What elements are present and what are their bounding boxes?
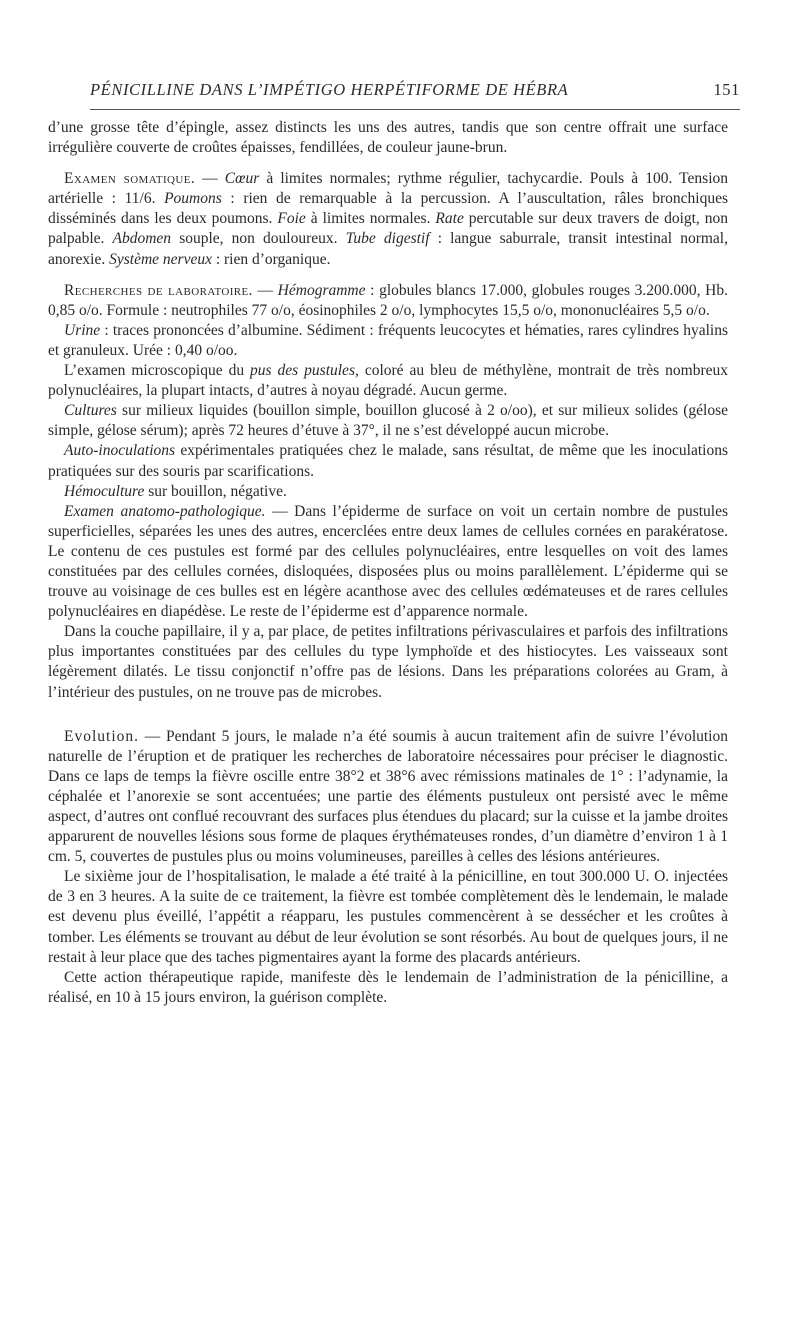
paragraph-anatomo-pathologique: Examen anatomo-pathologique. — Dans l’épiderme de surface on voit un certain nombre de pustules superficielles, séparées les unes des autres, encerclées entre deux lames de cellules cornées en parakératose. Le contenu de ces pustules est formé par des cellules polynucléaires, entre lesquelles on voit des lames constituées par des cellules cornées, disloquées, disposées plus ou moins parallèlement. L’épiderme qui se trouve au voisinage de ces bulles est en légère acanthose avec des cellules œdémateuses et de rares cellules polynucléaires en diapédèse. Le reste de l’épiderme est d’apparence normale.	[48, 502, 729, 621]
paragraph-examen-somatique: Examen somatique. — Cœur à limites normales; rythme régulier, tachycardie. Pouls à 100. Tension artérielle : 11/6. Poumons : rien de remarquable à la percussion. A l’auscultation, râles bronchiques disséminés dans les deux poumons. Foie à limites normales. Rate percutable sur deux travers de doigt, non palpable. Abdomen souple, non douloureux. Tube digestif : langue saburrale, transit intestinal normal, anorexie. Système nerveux : rien d’organique.	[48, 170, 729, 268]
section-heading: Examen somatique.	[64, 170, 196, 188]
paragraph-recherches-laboratoire: Recherches de laboratoire. — Hémogramme : globules blancs 17.000, globules rouges 3.200.000, Hb. 0,85 o/o. Formule : neutrophiles 77 o/o, éosinophiles 2 o/o, lymphocytes 15,5 o/o, mononucléaires 5,5 o/o.	[48, 281, 729, 319]
section-heading: Evolution.	[64, 727, 140, 745]
paragraph-couche-papillaire: Dans la couche papillaire, il y a, par place, de petites infiltrations périvasculaires et parfois des infiltrations plus importantes constituées par des cellules du type lymphoïde et des histiocytes. Les vaisseaux sont légèrement dilatés. Le tissu conjonctif n’offre pas de lésions. Dans les préparations colorées au Gram, à l’intérieur des pustules, on ne trouve pas de microbes.	[48, 623, 728, 701]
paragraph-auto-inoculations: Auto-inoculations expérimentales pratiquées chez le malade, sans résultat, de même que les inoculations pratiquées sur des souris par scarifications.	[48, 442, 728, 480]
paragraph-cultures: Cultures sur milieux liquides (bouillon simple, bouillon glucosé à 2 o/oo), et sur milieux solides (gélose simple, gélose sérum); après 72 heures d’étuve à 37°, il ne s’est développé aucun microbe.	[48, 402, 728, 440]
page-number: 151	[713, 80, 740, 99]
section-heading: Recherches de laboratoire.	[64, 281, 253, 299]
page-header	[90, 80, 740, 110]
paragraph-hemoculture: Hémoculture sur bouillon, négative.	[64, 482, 287, 500]
paragraph-conclusion: Cette action thérapeutique rapide, manifeste dès le lendemain de l’administration de la pénicilline, a réalisé, en 10 à 15 jours environ, la guérison complète.	[48, 968, 728, 1006]
paragraph-pus: L’examen microscopique du pus des pustules, coloré au bleu de méthylène, montrait de très nombreux polynucléaires, la plupart intacts, d’autres à noyau dégradé. Aucun germe.	[48, 362, 729, 400]
paragraph-penicilline-traitement: Le sixième jour de l’hospitalisation, le malade a été traité à la pénicilline, en tout 300.000 U. O. injectées de 3 en 3 heures. A la suite de ce traitement, la fièvre est tombée complètement dès le lendemain, le malade est devenu plus éveillé, l’appétit a réapparu, les pustules commencèrent à se dessécher et les croûtes à tomber. Les éléments se trouvant au début de leur évolution se sont résorbés. Au bout de quelques jours, il ne restait à leur place que des taches pigmentaires ayant la forme des placards antérieurs.	[48, 868, 728, 966]
paragraph-urine: Urine : traces prononcées d’albumine. Sédiment : fréquents leucocytes et hématies, rares cylindres hyalins et granuleux. Urée : 0,40 o/oo.	[48, 321, 728, 359]
header-rule	[90, 109, 740, 110]
running-title: PÉNICILLINE DANS L’IMPÉTIGO HERPÉTIFORME DE HÉBRA	[90, 80, 569, 99]
paragraph-case-description: d’une grosse tête d’épingle, assez distincts les uns des autres, tandis que son centre offrait une surface irrégulière couverte de croûtes épaisses, fendillées, de couleur jaune-brun.	[48, 119, 728, 157]
paragraph-evolution: Evolution. — Pendant 5 jours, le malade n’a été soumis à aucun traitement afin de suivre l’évolution naturelle de l’éruption et de pratiquer les recherches de laboratoire nécessaires pour préciser le diagnostic. Dans ce laps de temps la fièvre oscille entre 38°2 et 38°6 avec rémissions matinales de 1° : l’adynamie, la céphalée et l’anorexie se sont accentuées; une partie des éléments pustuleux ont persisté avec le même aspect, d’autres ont conflué recouvrant des surfaces plus étendues du placard; sur la cuisse et la jambe droites apparurent de nouvelles lésions sous forme de plaques érythémateuses rondes, d’un diamètre d’environ 1 à 1 cm. 5, couvertes de pustules plus ou moins volumineuses, pareilles à celles des lésions antérieures.	[48, 727, 728, 866]
body-text	[48, 118, 728, 1008]
